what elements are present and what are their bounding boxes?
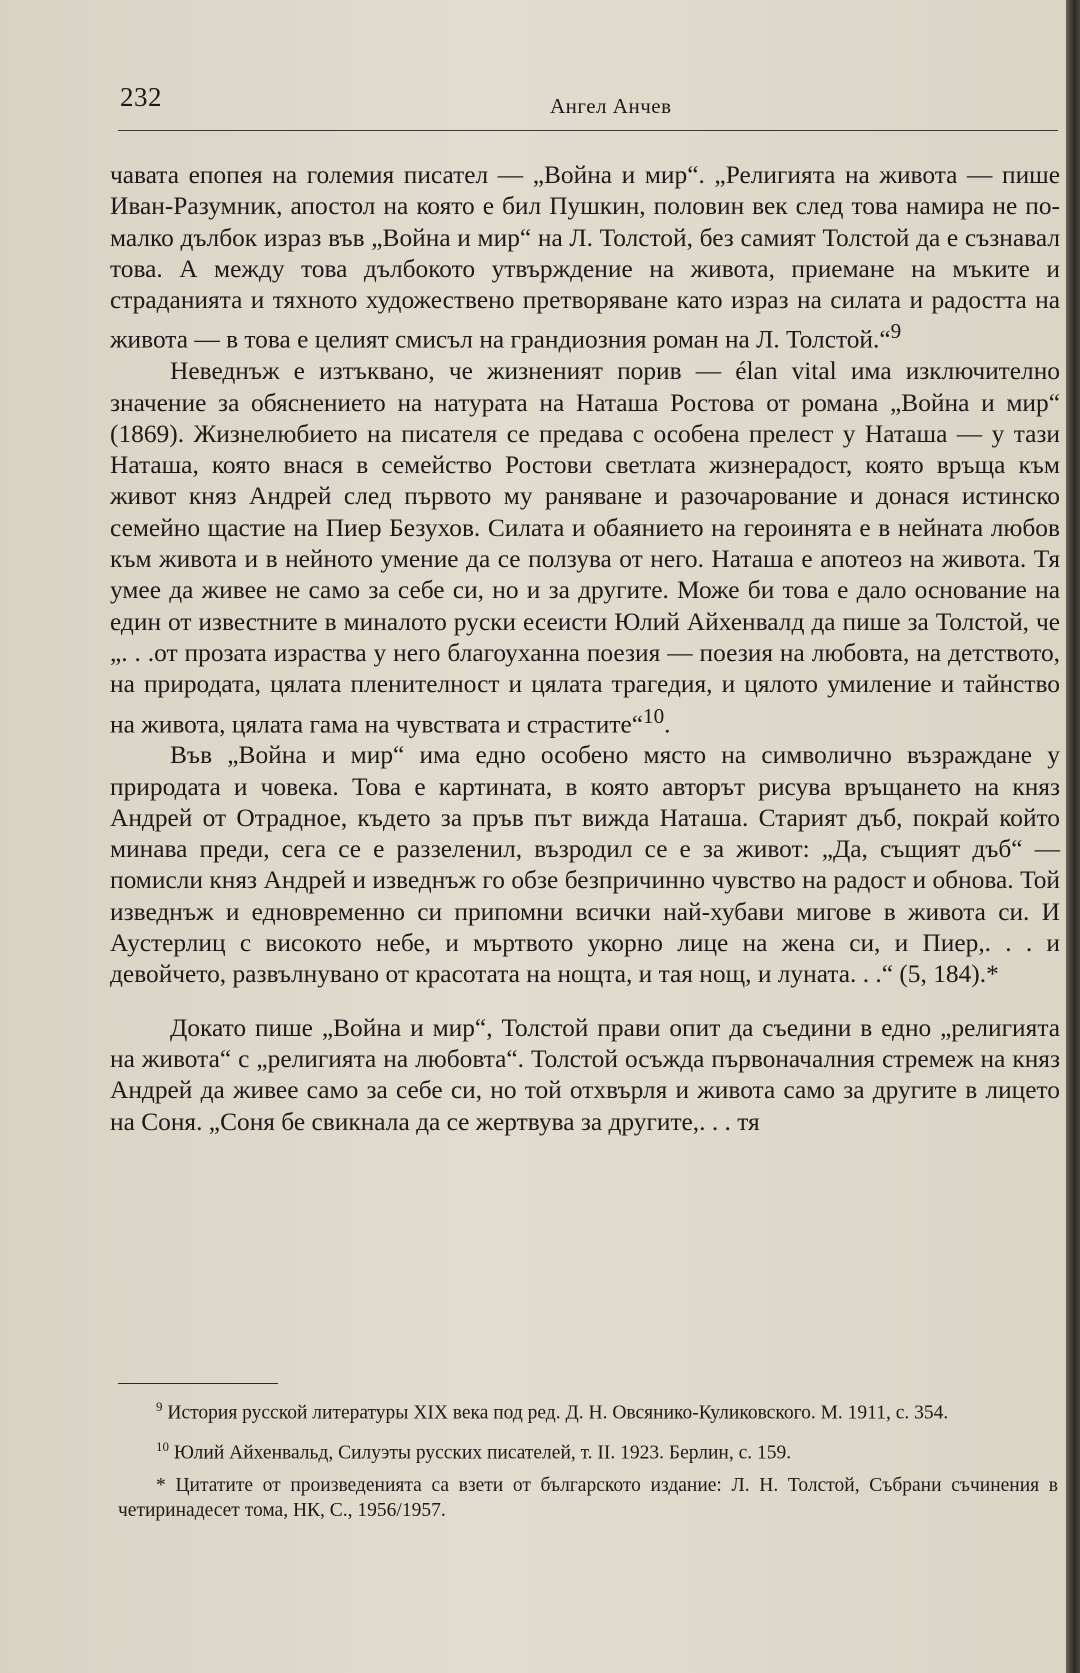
footnote-ref-9: 9 [890, 319, 902, 344]
page-header [118, 78, 1058, 138]
footnote-text: История русской литературы XIX века под ред. Д. Н. Овсянико-Куликовского. М. 1911, с. 354. [167, 1402, 949, 1424]
footnote-ref-10: 10 [642, 703, 665, 728]
footnote-9 [118, 1394, 1058, 1426]
footnote-text: Юлий Айхенвальд, Силуэты русских писателей, т. II. 1923. Берлин, с. 159. [173, 1442, 792, 1463]
footnote-mark: * [156, 1475, 166, 1496]
footnote-10 [118, 1434, 1058, 1466]
footnote-rule [118, 1383, 278, 1384]
header-rule [118, 130, 1058, 131]
paragraph-2-text: Неведнъж е изтъквано, че жизненият порив — élan vital има изключително значение за обяснението на натурата на Наташа Ростова от романа „Война и мир“ (1869). Жизнелюбието на писателя се предава с особена прелест у Наташа — у тази Наташа, която внася в семейство Ростови светлата жизнерадост, която връща към живот княз Андрей след първото му раняване и разочарование и донася истинско семейно щастие на Пиер Безухов. Силата и обаянието на героинята е в нейната любов към живота и в нейното умение да се ползува от него. Наташа е апотеоз на живота. Тя умее да живее не само за себе си, но и за другите. Може би това е дало основание на един от известните в миналото руски есеисти Юлий Айхенвалд да пише за Толстой, че „. . .от прозата израства у него благоуханна поезия — поезия на любовта, на детството, на природата, цялата пленителност и цялата трагедия, и цялото умиление и тайнство на живота, цялата гама на чувствата и страстите“ [110, 357, 1060, 738]
paragraph-3: Във „Война и мир“ има едно особено място на символично възраждане у природата и човека. Това е картината, в която авторът рисува връщането на княз Андрей от Отрадное, където за пръв път вижда Наташа. Старият дъб, покрай който минава преди, сега се е раззеленил, възродил се е за живот: „Да, същият дъб“ — помисли княз Андрей и изведнъж го обзе безпричинно чувство на радост и обнова. Той изведнъж и едновременно си припомни всички най-хубави мигове в живота си. И Аустерлиц с високото небе, и мъртвото укорно лице на жена си, и Пиер,. . . и девойчето, развълнувано от красотата на нощта, и тая нощ, и луната. . .“ (5, 184).* [110, 741, 1060, 989]
running-head: Ангел Анчев [550, 94, 672, 118]
footnote-text: Цитатите от произведенията са взети от българското издание: Л. Н. Толстой, Събрани съчинения в четиринадесет тома, НК, С., 1956/1957. [118, 1475, 1059, 1521]
paragraph-1 [110, 160, 1060, 356]
footnotes [118, 1394, 1058, 1531]
page-number: 232 [120, 82, 162, 112]
footnote-mark: 10 [156, 1438, 169, 1454]
paragraph-1-text: чавата епопея на големия писател — „Война и мир“. „Религията на живота — пише Иван-Разумник, апостол на която е бил Пушкин, половин век след това намира не по-малко дълбок израз във „Война и мир“ на Л. Толстой, без самият Толстой да е съзнавал това. А между това дълбокото утвърждение на живота, приемане на мъките и страданията и тяхното художествено претворяване като израз на силата и радостта на живота — в това е целият смисъл на грандиозния роман на Л. Толстой.“ [110, 161, 1060, 354]
paragraph-2: Неведнъж е изтъквано, че жизненият порив — élan vital има изключително значение за обяснението на натурата на Наташа Ростова от романа „Война и мир“ (1869). Жизнелюбието на писателя се предава с особена прелест у Наташа — у тази Наташа, която внася в семейство Ростови светлата жизнерадост, която връща към живот княз Андрей след първото му раняване и разочарование и донася истинско семейно щастие на Пиер Безухов. Силата и обаянието на героинята е в нейната любов към живота и в нейното умение да се ползува от него. Наташа е апотеоз на живота. Тя умее да живее не само за себе си, но и за другите. Може би това е дало основание на един от известните в миналото руски есеисти Юлий Айхенвалд да пише за Толстой, че „. . .от прозата израства у него благоуханна поезия — поезия на любовта, на детството, на природата, цялата пленителност и цялата трагедия, и цялото умиление и тайнство на живота, цялата гама на чувствата и страстите“$^{10}$. [110, 357, 1060, 738]
paragraph-4: Докато пише „Война и мир“, Толстой прави опит да съедини в едно „религията на живота“ с „религията на любовта“. Толстой осъжда първоначалния стремеж на княз Андрей да живее само за себе си, но той отхвърля и живота само за другите в лицето на Соня. „Соня бе свикнала да се жертвува за другите,. . . тя [110, 1013, 1060, 1136]
body-text [110, 160, 1060, 1138]
footnote-mark: 9 [156, 1399, 163, 1414]
footnote-asterisk [118, 1473, 1058, 1523]
book-spine-shadow [1066, 0, 1080, 1673]
